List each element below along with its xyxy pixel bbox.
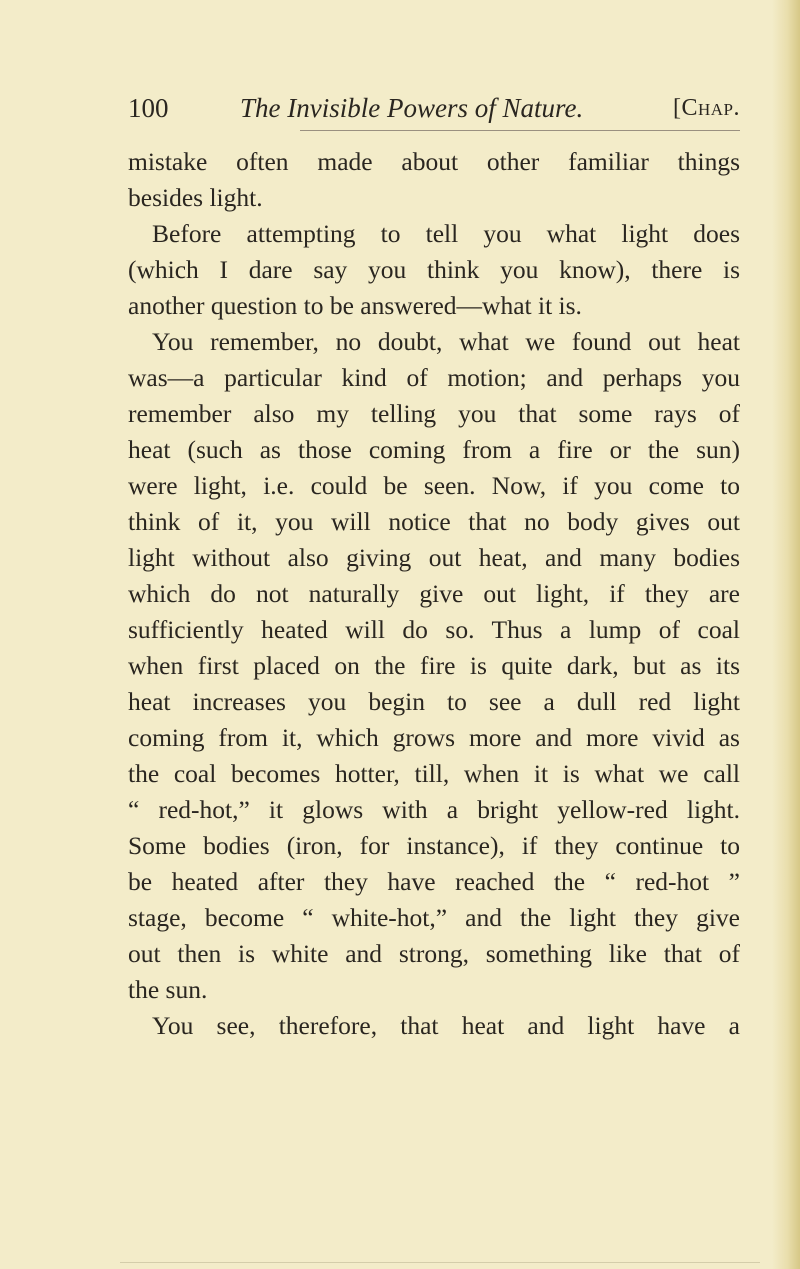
body-text: [128, 144, 740, 1044]
text-line: Before attempting to tell you what light does: [152, 219, 740, 248]
text-line: the sun.: [128, 975, 208, 1004]
text-line: the coal becomes hotter, till, when it is what we call: [128, 759, 740, 788]
running-title: The Invisible Powers of Nature.: [240, 93, 584, 123]
text-line: light without also giving out heat, and many bodies: [128, 543, 740, 572]
text-line: You see, therefore, that heat and light have a: [152, 1011, 740, 1040]
text-line: were light, i.e. could be seen. Now, if you come to: [128, 471, 740, 500]
page-bottom-edge: [120, 1262, 760, 1263]
text-line: (which I dare say you think you know), there is: [128, 255, 740, 284]
text-line: heat increases you begin to see a dull red light: [128, 687, 740, 716]
page-number: 100: [128, 93, 169, 123]
header-rule: [300, 130, 740, 131]
text-line: another question to be answered—what it is.: [128, 291, 582, 320]
text-line: mistake often made about other familiar things: [128, 147, 740, 176]
text-line: be heated after they have reached the “ red-hot ”: [128, 867, 740, 896]
text-line: coming from it, which grows more and more vivid as: [128, 723, 740, 752]
text-line: when first placed on the fire is quite dark, but as its: [128, 651, 740, 680]
page-header: [128, 88, 740, 128]
text-line: Some bodies (iron, for instance), if they continue to: [128, 831, 740, 860]
text-line: besides light.: [128, 183, 263, 212]
text-line: was—a particular kind of motion; and perhaps you: [128, 363, 740, 392]
text-line: out then is white and strong, something like that of: [128, 939, 740, 968]
chapter-mark: [Chap.: [672, 95, 740, 121]
text-line: sufficiently heated will do so. Thus a lump of coal: [128, 615, 740, 644]
text-line: think of it, you will notice that no body gives out: [128, 507, 740, 536]
text-line: remember also my telling you that some rays of: [128, 399, 740, 428]
text-line: You remember, no doubt, what we found out heat: [152, 327, 740, 356]
text-line: stage, become “ white-hot,” and the light they give: [128, 903, 740, 932]
text-line: which do not naturally give out light, if they are: [128, 579, 740, 608]
text-line: “ red-hot,” it glows with a bright yellow-red light.: [128, 795, 740, 824]
page-edge-shadow: [772, 0, 800, 1269]
text-line: heat (such as those coming from a fire or the sun): [128, 435, 740, 464]
